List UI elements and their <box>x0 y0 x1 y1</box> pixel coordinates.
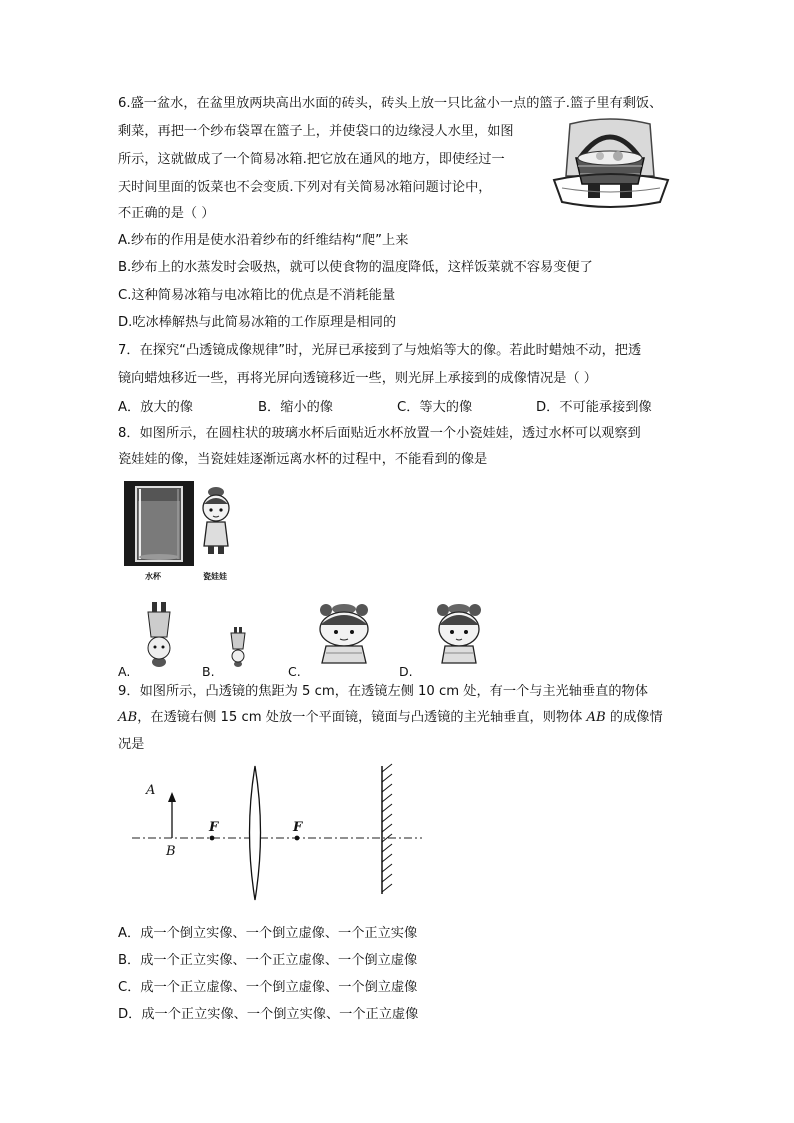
lens-mirror-diagram <box>120 760 430 910</box>
basket-icebox-figure <box>550 114 672 212</box>
mirror-hatching <box>382 764 392 892</box>
q8-line-1: 8．如图所示，在圆柱状的玻璃水杯后面贴近水杯放置一个小瓷娃娃，透过水杯可以观察到 <box>118 426 641 441</box>
q7-option-a: A．放大的像 <box>118 400 193 415</box>
q7-line-2: 镜向蜡烛移近一些，再将光屏向透镜移近一些，则光屏上承接到的成像情况是（ ） <box>118 371 597 386</box>
q6-option-d: D.吃冰棒解热与此简易冰箱的工作原理是相同的 <box>118 315 397 330</box>
q8-option-b-label: B. <box>202 664 215 679</box>
q7-line-1: 7．在探究“凸透镜成像规律”时，光屏已承接到了与烛焰等大的像。若此时蜡烛不动，把透 <box>118 343 642 358</box>
q6-line-5: 不正确的是（ ） <box>118 206 215 221</box>
q9-line-2 <box>118 709 663 727</box>
q6-option-b: B.纱布上的水蒸发时会吸热，就可以使食物的温度降低，这样饭菜就不容易变便了 <box>118 260 593 275</box>
point-b-label: B <box>166 844 176 859</box>
water-cup-photo <box>124 481 194 566</box>
q7-option-d: D．不可能承接到像 <box>536 400 652 415</box>
q9-line-2-end: 的成像情 <box>605 710 663 725</box>
q8-option-d-image <box>429 601 489 669</box>
q9-option-b: B．成一个正立实像、一个正立虚像、一个倒立虚像 <box>118 953 418 968</box>
q7-option-b: B．缩小的像 <box>258 400 333 415</box>
q9-option-c: C．成一个正立虚像、一个倒立虚像、一个倒立虚像 <box>118 980 418 995</box>
q6-line-3: 所示，这就做成了一个简易冰箱.把它放在通风的地方，即使经过一 <box>118 152 505 167</box>
q6-line-4: 天时间里面的饭菜也不会变质.下列对有关简易冰箱问题讨论中， <box>118 180 492 195</box>
q9-line-1: 9．如图所示，凸透镜的焦距为 5 cm，在透镜左侧 10 cm 处，有一个与主光轴垂直的物体 <box>118 684 648 699</box>
focus-left <box>210 836 215 841</box>
q8-option-a-label: A. <box>118 664 131 679</box>
q8-option-c-image <box>312 601 376 669</box>
q8-option-d-label: D. <box>399 664 413 679</box>
cup-label: 水杯 <box>145 572 161 581</box>
q9-option-a: A．成一个倒立实像、一个倒立虚像、一个正立实像 <box>118 926 418 941</box>
q8-line-2: 瓷娃娃的像，当瓷娃娃逐渐远离水杯的过程中，不能看到的像是 <box>118 452 488 467</box>
focus-right-label: F <box>293 820 303 835</box>
focus-left-label: F <box>209 820 219 835</box>
q6-option-a: A.纱布的作用是使水沿着纱布的纤维结构“爬”上来 <box>118 233 409 248</box>
q6-option-c: C.这种简易冰箱与电冰箱比的优点是不消耗能量 <box>118 288 396 303</box>
object-ab-label-2: AB <box>586 710 606 725</box>
q8-option-c-label: C. <box>288 664 301 679</box>
q8-option-a-image <box>142 598 176 668</box>
q7-option-c: C．等大的像 <box>397 400 473 415</box>
q6-line-2: 剩菜，再把一个纱布袋罩在篮子上，并使袋口的边缘浸人水里，如图 <box>118 124 514 139</box>
q9-option-d: D．成一个正立实像、一个倒立实像、一个正立虚像 <box>118 1007 419 1022</box>
convex-lens <box>250 766 261 900</box>
q9-line-3: 况是 <box>118 737 145 752</box>
point-a-label: A <box>146 783 156 798</box>
q6-line-1: 6.盛一盆水，在盆里放两块高出水面的砖头，砖头上放一只比盆小一点的篮子.篮子里有剩饭、 <box>118 96 663 111</box>
q8-option-b-image <box>229 624 247 668</box>
doll-figure <box>199 486 233 558</box>
q9-line-2-text: ，在透镜右侧 15 cm 处放一个平面镜，镜面与凸透镜的主光轴垂直，则物体 <box>137 710 587 725</box>
doll-label: 瓷娃娃 <box>203 572 227 581</box>
object-ab-label: AB <box>118 710 138 725</box>
focus-right <box>295 836 300 841</box>
